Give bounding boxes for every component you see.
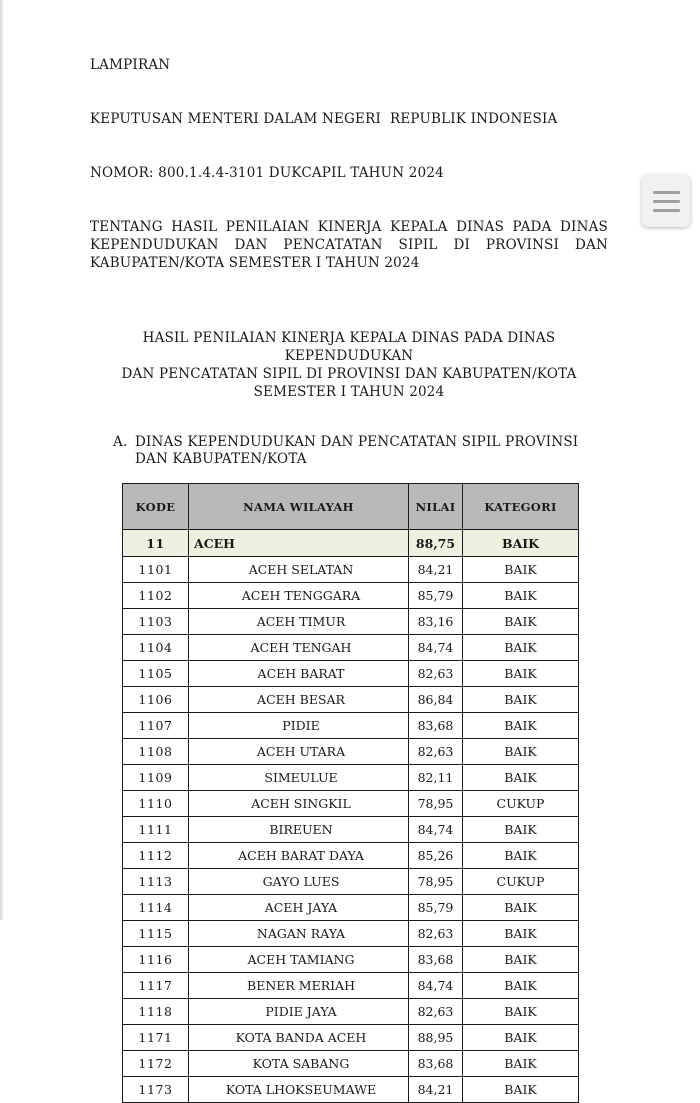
section-text: [135, 434, 578, 468]
table-row-province: [123, 530, 579, 557]
cell-kategori: BAIK: [463, 583, 579, 609]
table-row: [123, 557, 579, 583]
cell-nama: ACEH TIMUR: [189, 609, 409, 635]
cell-kategori: BAIK: [463, 765, 579, 791]
table-row: [123, 843, 579, 869]
cell-nilai: 82,63: [409, 921, 463, 947]
header-line-lampiran: LAMPIRAN: [90, 57, 171, 73]
cell-kode: 1112: [123, 843, 189, 869]
document-header: [90, 20, 608, 308]
cell-kategori: BAIK: [463, 999, 579, 1025]
cell-nilai: 82,63: [409, 739, 463, 765]
cell-kode: 1111: [123, 817, 189, 843]
cell-nama: BIREUEN: [189, 817, 409, 843]
table-row: [123, 999, 579, 1025]
assessment-table: [122, 483, 579, 1103]
cell-kode: 1171: [123, 1025, 189, 1051]
cell-kategori: BAIK: [463, 739, 579, 765]
cell-nilai: 88,95: [409, 1025, 463, 1051]
hamburger-icon: [653, 191, 680, 212]
cell-kategori: BAIK: [463, 817, 579, 843]
table-row: [123, 921, 579, 947]
cell-kategori: BAIK: [463, 661, 579, 687]
table-row: [123, 687, 579, 713]
table-row: [123, 973, 579, 999]
cell-nilai: 82,63: [409, 999, 463, 1025]
table-row: [123, 895, 579, 921]
cell-nama: KOTA SABANG: [189, 1051, 409, 1077]
cell-kode: 1173: [123, 1077, 189, 1103]
cell-nama: KOTA BANDA ACEH: [189, 1025, 409, 1051]
cell-nilai: 84,21: [409, 1077, 463, 1103]
cell-kategori: BAIK: [463, 973, 579, 999]
cell-nama: ACEH TAMIANG: [189, 947, 409, 973]
cell-nilai: 83,68: [409, 713, 463, 739]
cell-nama: ACEH UTARA: [189, 739, 409, 765]
cell-kode: 1101: [123, 557, 189, 583]
cell-kode: 1117: [123, 973, 189, 999]
cell-nilai: 84,74: [409, 635, 463, 661]
table-row: [123, 713, 579, 739]
cell-kategori: BAIK: [463, 1025, 579, 1051]
cell-kategori: CUKUP: [463, 869, 579, 895]
cell-kategori: BAIK: [463, 843, 579, 869]
cell-kode: 1172: [123, 1051, 189, 1077]
table-row: [123, 869, 579, 895]
header-line-keputusan: KEPUTUSAN MENTERI DALAM NEGERI REPUBLIK INDONESIA: [90, 111, 558, 127]
cell-kategori: BAIK: [463, 947, 579, 973]
cell-nama: ACEH TENGGARA: [189, 583, 409, 609]
cell-kode: 1113: [123, 869, 189, 895]
cell-kategori: BAIK: [463, 530, 579, 557]
cell-nilai: 78,95: [409, 791, 463, 817]
table-row: [123, 791, 579, 817]
table-row: [123, 583, 579, 609]
cell-nilai: 85,79: [409, 583, 463, 609]
cell-nilai: 84,21: [409, 557, 463, 583]
cell-nilai: 83,68: [409, 1051, 463, 1077]
cell-kode: 1114: [123, 895, 189, 921]
cell-nama: BENER MERIAH: [189, 973, 409, 999]
table-row: [123, 1025, 579, 1051]
document-title: [90, 329, 608, 401]
table-row: [123, 947, 579, 973]
cell-nama: ACEH BARAT DAYA: [189, 843, 409, 869]
table-row: [123, 765, 579, 791]
cell-kode: 1115: [123, 921, 189, 947]
cell-nilai: 83,16: [409, 609, 463, 635]
cell-kode: 1105: [123, 661, 189, 687]
section-line: DAN KABUPATEN/KOTA: [135, 451, 307, 467]
cell-kode: 1104: [123, 635, 189, 661]
cell-kode: 1110: [123, 791, 189, 817]
cell-nama: SIMEULUE: [189, 765, 409, 791]
cell-nilai: 88,75: [409, 530, 463, 557]
cell-nilai: 85,79: [409, 895, 463, 921]
cell-nilai: 82,11: [409, 765, 463, 791]
cell-nilai: 84,74: [409, 973, 463, 999]
cell-nilai: 85,26: [409, 843, 463, 869]
column-header-kode: KODE: [123, 484, 189, 530]
cell-nama: ACEH JAYA: [189, 895, 409, 921]
table-row: [123, 739, 579, 765]
cell-kategori: BAIK: [463, 895, 579, 921]
cell-kategori: BAIK: [463, 921, 579, 947]
title-line: DAN PENCATATAN SIPIL DI PROVINSI DAN KABUPATEN/KOTA: [121, 366, 577, 382]
header-line-nomor: NOMOR: 800.1.4.4-3101 DUKCAPIL TAHUN 2024: [90, 165, 444, 181]
cell-nama: ACEH SELATAN: [189, 557, 409, 583]
section-heading: [113, 434, 608, 468]
cell-nama: ACEH BARAT: [189, 661, 409, 687]
table-header-row: [123, 484, 579, 530]
table-row: [123, 635, 579, 661]
table-row: [123, 1077, 579, 1103]
cell-kategori: BAIK: [463, 713, 579, 739]
cell-nilai: 82,63: [409, 661, 463, 687]
cell-kategori: BAIK: [463, 1051, 579, 1077]
menu-button[interactable]: [642, 175, 690, 227]
section-label: A.: [113, 434, 128, 450]
cell-kode: 1103: [123, 609, 189, 635]
cell-kode: 11: [123, 530, 189, 557]
cell-kode: 1108: [123, 739, 189, 765]
cell-nama: ACEH SINGKIL: [189, 791, 409, 817]
table-row: [123, 661, 579, 687]
cell-nama: ACEH BESAR: [189, 687, 409, 713]
cell-nama: NAGAN RAYA: [189, 921, 409, 947]
cell-kategori: CUKUP: [463, 791, 579, 817]
cell-kategori: BAIK: [463, 1077, 579, 1103]
cell-kategori: BAIK: [463, 609, 579, 635]
cell-kode: 1106: [123, 687, 189, 713]
cell-kode: 1116: [123, 947, 189, 973]
cell-nama: KOTA LHOKSEUMAWE: [189, 1077, 409, 1103]
cell-kategori: BAIK: [463, 635, 579, 661]
table-row: [123, 817, 579, 843]
table-row: [123, 609, 579, 635]
section-line: DINAS KEPENDUDUKAN DAN PENCATATAN SIPIL PROVINSI: [135, 434, 579, 450]
cell-kode: 1109: [123, 765, 189, 791]
cell-nama: GAYO LUES: [189, 869, 409, 895]
cell-nilai: 83,68: [409, 947, 463, 973]
cell-kategori: BAIK: [463, 557, 579, 583]
header-line-tentang: TENTANG HASIL PENILAIAN KINERJA KEPALA DINAS PADA DINAS KEPENDUDUKAN DAN PENCATATAN SIPIL DI PROVINSI DAN KABUPATEN/KOTA SEMESTER I TAHUN 2024: [90, 219, 608, 271]
table-row: [123, 1051, 579, 1077]
column-header-kategori: KATEGORI: [463, 484, 579, 530]
cell-nilai: 78,95: [409, 869, 463, 895]
column-header-nilai: NILAI: [409, 484, 463, 530]
cell-nama: ACEH TENGAH: [189, 635, 409, 661]
cell-nama: PIDIE: [189, 713, 409, 739]
cell-kode: 1118: [123, 999, 189, 1025]
cell-nama: PIDIE JAYA: [189, 999, 409, 1025]
title-line: HASIL PENILAIAN KINERJA KEPALA DINAS PADA DINAS KEPENDUDUKAN: [142, 330, 556, 364]
cell-nilai: 84,74: [409, 817, 463, 843]
cell-nilai: 86,84: [409, 687, 463, 713]
column-header-nama-wilayah: NAMA WILAYAH: [189, 484, 409, 530]
cell-nama: ACEH: [189, 530, 409, 557]
cell-kode: 1102: [123, 583, 189, 609]
cell-kode: 1107: [123, 713, 189, 739]
title-line: SEMESTER I TAHUN 2024: [253, 384, 445, 400]
table-body: [123, 530, 579, 1103]
cell-kategori: BAIK: [463, 687, 579, 713]
